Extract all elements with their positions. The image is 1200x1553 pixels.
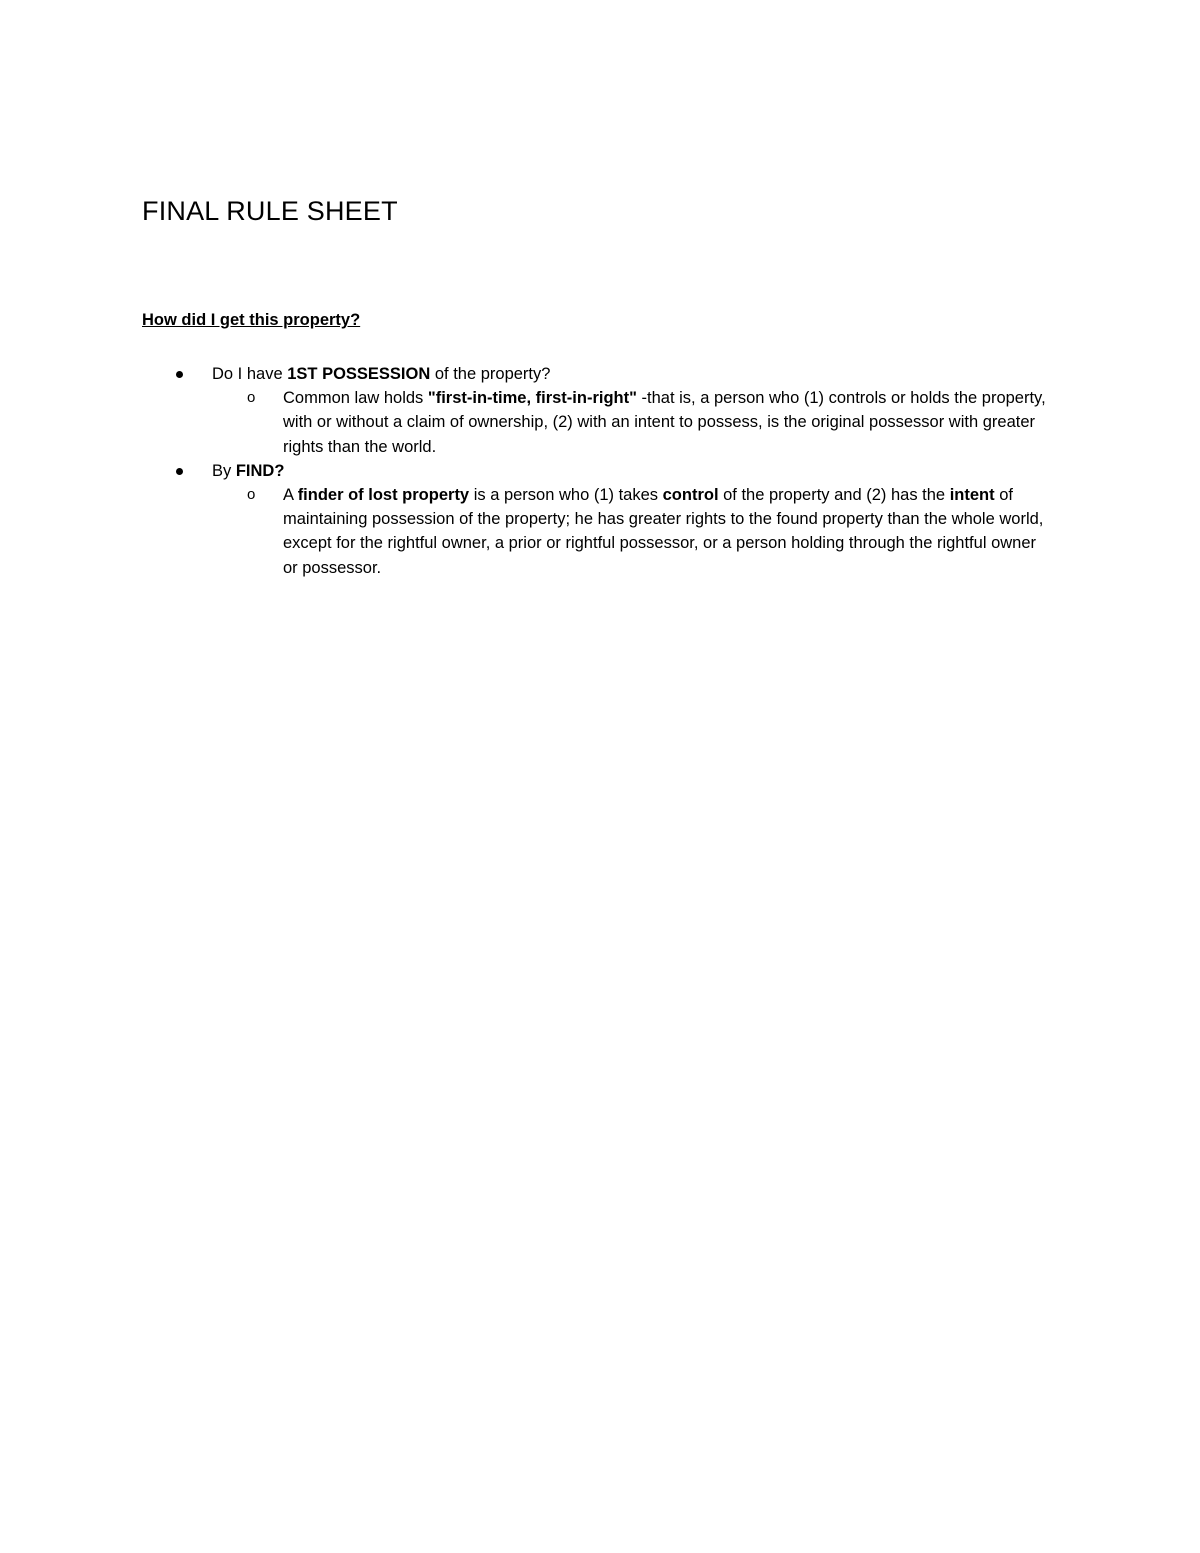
bullet-dot-icon: [176, 468, 183, 475]
sub-bullet-item-finder: [0, 483, 1053, 580]
circle-bullet-icon: o: [247, 486, 256, 504]
document-title: FINAL RULE SHEET: [142, 196, 398, 226]
rule-list: [0, 362, 1200, 580]
sub-bullet-text: Common law holds "first-in-time, first-in-right" -that is, a person who (1) controls or holds the property, with or without a claim of ownership, (2) with an intent to possess, is the original possessor with greater rights than the world.: [283, 389, 1046, 456]
bullet-text: Do I have 1ST POSSESSION of the property?: [212, 365, 551, 383]
sub-bullet-text: A finder of lost property is a person who (1) takes control of the property and (2) has the intent of maintaining possession of the property; he has greater rights to the found property than the whole world, except for the rightful owner, a prior or rightful possessor, or a person holding through the rightful owner or possessor.: [283, 486, 1044, 577]
circle-bullet-icon: o: [247, 389, 256, 407]
sub-bullet-item-common-law: [0, 386, 1053, 459]
bullet-text: By FIND?: [212, 461, 285, 480]
section-heading: How did I get this property?: [142, 311, 361, 329]
bullet-dot-icon: [176, 371, 183, 378]
bullet-item-first-possession: [0, 362, 1200, 386]
bullet-item-find: [0, 459, 1200, 483]
